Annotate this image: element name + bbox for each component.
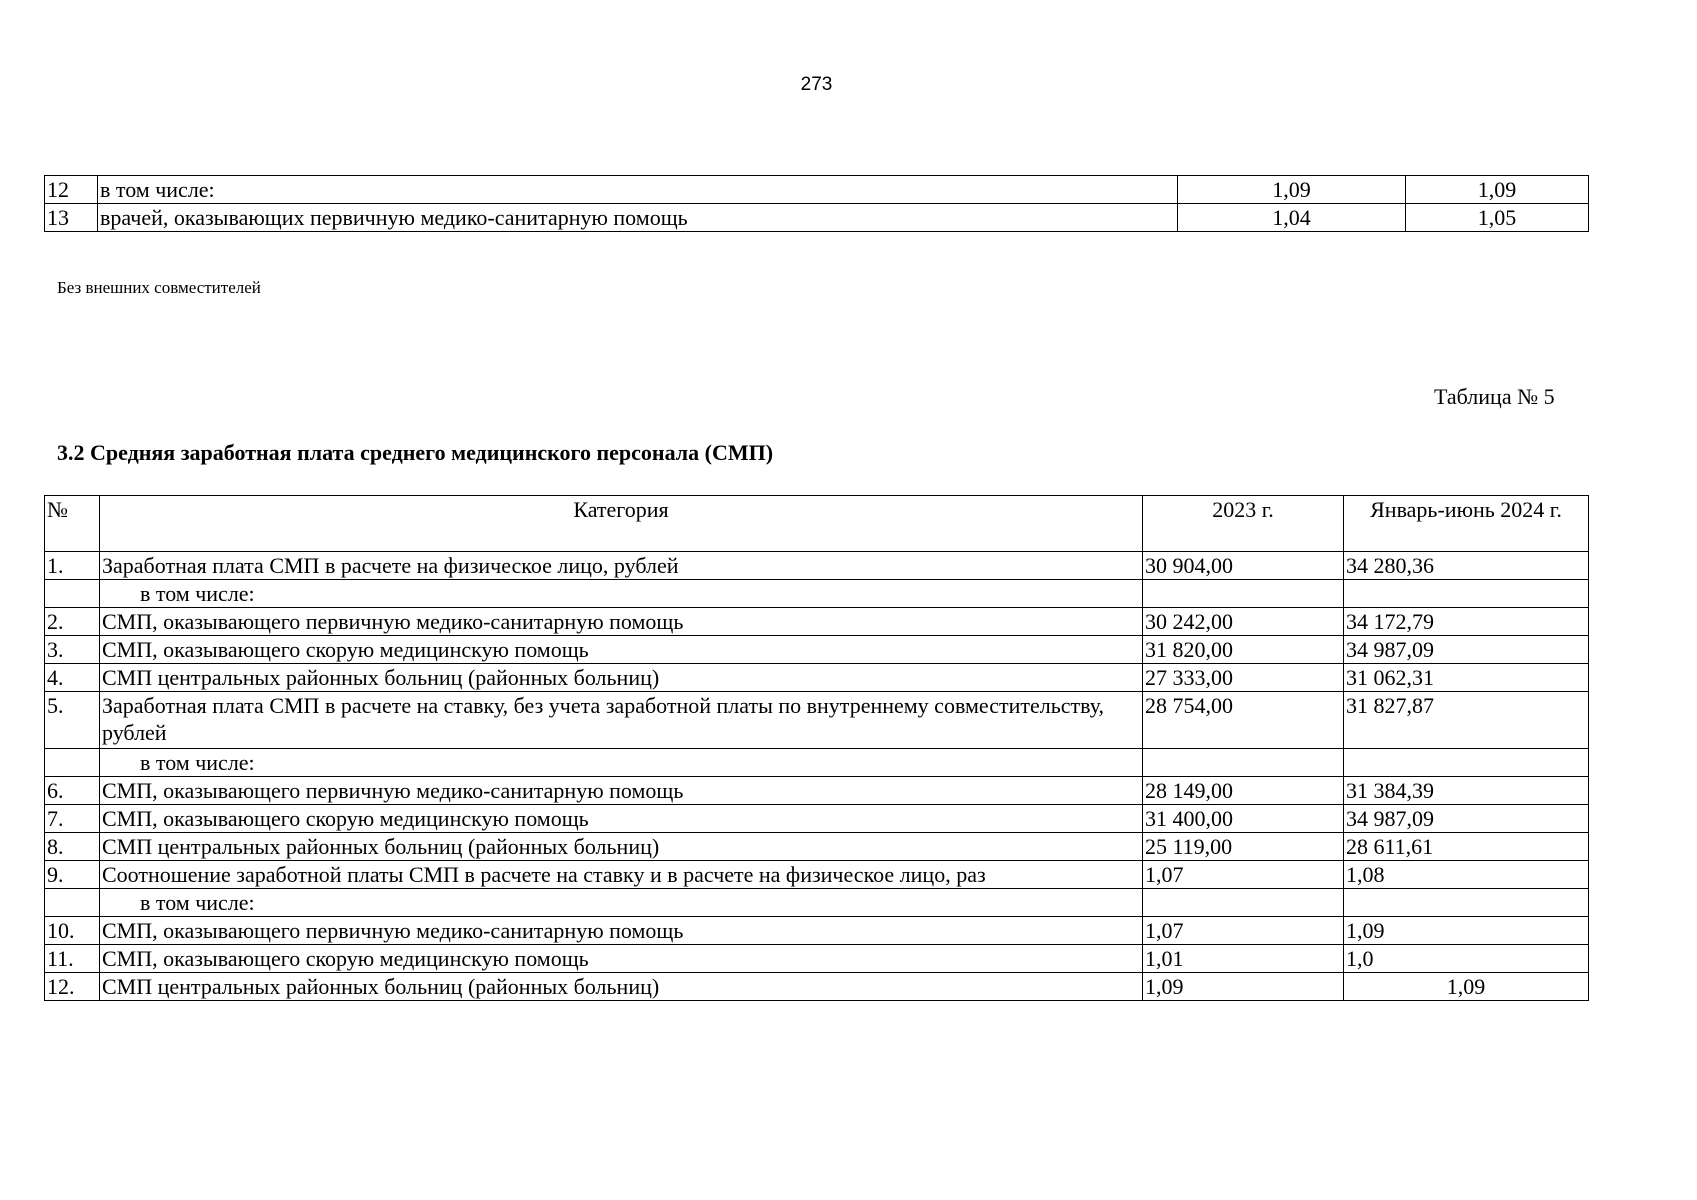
row-value-2024 (1344, 749, 1589, 777)
row-label: СМП, оказывающего первичную медико-санитарную помощь (100, 917, 1143, 945)
row-value-2024: 1,05 (1406, 204, 1589, 232)
row-label: СМП, оказывающего скорую медицинскую помощь (100, 636, 1143, 664)
row-value-2023: 1,07 (1143, 861, 1344, 889)
table-row (45, 777, 1589, 805)
row-label: СМП центральных районных больниц (районных больниц) (100, 833, 1143, 861)
row-value-2023: 1,09 (1178, 176, 1406, 204)
row-label: Соотношение заработной платы СМП в расчете на ставку и в расчете на физическое лицо, раз (100, 861, 1143, 889)
table-row (45, 917, 1589, 945)
row-label: Заработная плата СМП в расчете на физическое лицо, рублей (100, 552, 1143, 580)
table-row (45, 176, 1589, 204)
row-value-2024: 31 827,87 (1344, 692, 1589, 749)
row-value-2024: 1,08 (1344, 861, 1589, 889)
row-number: 10. (45, 917, 100, 945)
row-number (45, 889, 100, 917)
row-value-2023: 30 904,00 (1143, 552, 1344, 580)
row-value-2023: 1,04 (1178, 204, 1406, 232)
row-number: 7. (45, 805, 100, 833)
row-number: 2. (45, 608, 100, 636)
table-row (45, 889, 1589, 917)
salary-table (44, 495, 1589, 1001)
table-label: Таблица № 5 (1434, 384, 1555, 409)
header-number: № (45, 496, 100, 552)
table-row (45, 945, 1589, 973)
row-value-2023: 25 119,00 (1143, 833, 1344, 861)
table-row (45, 664, 1589, 692)
row-number: 9. (45, 861, 100, 889)
row-label: СМП центральных районных больниц (районных больниц) (100, 973, 1143, 1001)
table-row (45, 973, 1589, 1001)
header-2023: 2023 г. (1143, 496, 1344, 552)
row-value-2024: 28 611,61 (1344, 833, 1589, 861)
table-row (45, 580, 1589, 608)
row-number (45, 580, 100, 608)
row-label: в том числе: (98, 176, 1178, 204)
row-label: СМП, оказывающего первичную медико-санитарную помощь (100, 608, 1143, 636)
table-row (45, 692, 1589, 749)
top-table (44, 175, 1589, 232)
row-label: в том числе: (100, 749, 1143, 777)
table-row (45, 861, 1589, 889)
row-value-2024: 34 172,79 (1344, 608, 1589, 636)
table-header-row (45, 496, 1589, 552)
row-value-2023: 28 754,00 (1143, 692, 1344, 749)
row-value-2023: 31 400,00 (1143, 805, 1344, 833)
row-value-2023: 30 242,00 (1143, 608, 1344, 636)
row-number: 6. (45, 777, 100, 805)
page-number: 273 (800, 74, 833, 95)
table-row (45, 833, 1589, 861)
row-number: 1. (45, 552, 100, 580)
row-value-2024: 1,0 (1344, 945, 1589, 973)
row-number: 5. (45, 692, 100, 749)
row-number: 11. (45, 945, 100, 973)
row-label: СМП, оказывающего первичную медико-санитарную помощь (100, 777, 1143, 805)
footnote: Без внешних совместителей (57, 278, 261, 297)
row-value-2023: 31 820,00 (1143, 636, 1344, 664)
row-value-2024 (1344, 580, 1589, 608)
section-title: 3.2 Средняя заработная плата среднего медицинского персонала (СМП) (57, 440, 774, 465)
row-value-2023 (1143, 580, 1344, 608)
row-value-2024: 1,09 (1344, 917, 1589, 945)
row-label: Заработная плата СМП в расчете на ставку, без учета заработной платы по внутреннему совместительству, рублей (100, 692, 1143, 749)
row-label: в том числе: (100, 580, 1143, 608)
row-value-2024 (1344, 889, 1589, 917)
row-value-2024: 34 987,09 (1344, 805, 1589, 833)
table-row (45, 749, 1589, 777)
row-label: в том числе: (100, 889, 1143, 917)
header-category: Категория (100, 496, 1143, 552)
row-value-2023: 1,07 (1143, 917, 1344, 945)
row-number: 12. (45, 973, 100, 1001)
row-value-2024: 34 280,36 (1344, 552, 1589, 580)
row-number: 4. (45, 664, 100, 692)
row-label: СМП, оказывающего скорую медицинскую помощь (100, 945, 1143, 973)
table-row (45, 204, 1589, 232)
row-number: 3. (45, 636, 100, 664)
row-value-2024: 1,09 (1344, 973, 1589, 1001)
header-2024: Январь-июнь 2024 г. (1344, 496, 1589, 552)
row-value-2023 (1143, 749, 1344, 777)
row-label: врачей, оказывающих первичную медико-санитарную помощь (98, 204, 1178, 232)
row-label: СМП, оказывающего скорую медицинскую помощь (100, 805, 1143, 833)
row-number: 8. (45, 833, 100, 861)
row-value-2023: 28 149,00 (1143, 777, 1344, 805)
row-value-2024: 34 987,09 (1344, 636, 1589, 664)
row-value-2024: 31 062,31 (1344, 664, 1589, 692)
row-value-2023: 1,01 (1143, 945, 1344, 973)
row-number: 13 (45, 204, 98, 232)
row-label: СМП центральных районных больниц (районных больниц) (100, 664, 1143, 692)
row-value-2023: 1,09 (1143, 973, 1344, 1001)
row-value-2023: 27 333,00 (1143, 664, 1344, 692)
row-number (45, 749, 100, 777)
table-row (45, 636, 1589, 664)
table-row (45, 805, 1589, 833)
table-row (45, 552, 1589, 580)
row-value-2023 (1143, 889, 1344, 917)
row-value-2024: 1,09 (1406, 176, 1589, 204)
table-row (45, 608, 1589, 636)
row-value-2024: 31 384,39 (1344, 777, 1589, 805)
row-number: 12 (45, 176, 98, 204)
